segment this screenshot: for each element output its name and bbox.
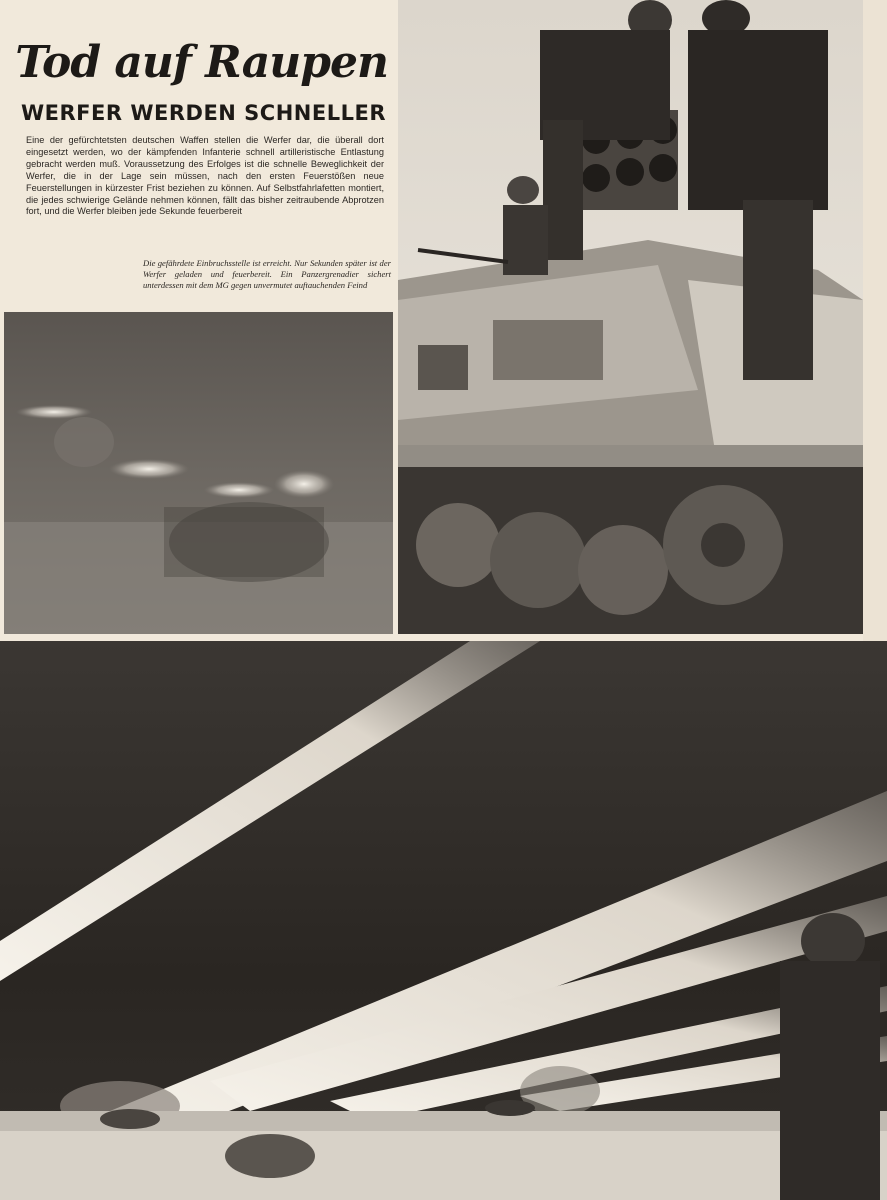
intro-paragraph: Eine der gefürchtetsten deutschen Waffen stellen die Werfer dar, die überall dort eingesetzt werden, wo der kämpfenden Infanterie schnell artilleristische Entlastung gebracht werden muß. Voraussetzung des Erfolges ist die schnelle Beweglichkeit der Werfer, die in der Lage sein müssen, nach den ersten Feuerstößen neue Feuerstellungen in kürzester Frist beziehen zu können. Auf Selbstfahrlafetten montiert, die jedes schwierige Gelände nehmen können, fällt das bisher zeitraubende Abprotzen fort, und die Werfer bleiben jede Sekunde feuerbereit <box>26 135 384 217</box>
halftrack-launcher-photo <box>398 0 863 634</box>
rocket-streaks-photo <box>0 641 887 1200</box>
page-margin <box>863 0 887 641</box>
subheadline: WERFER WERDEN SCHNELLER <box>20 101 386 125</box>
rocket-launch-photo <box>4 312 393 634</box>
photo-caption: Die gefährdete Einbruchsstelle ist erreicht. Nur Sekunden später ist der Werfer geladen und feuerbereit. Ein Panzergrenadier sichert unterdessen mit dem MG gegen unvermutet auftauchenden Feind <box>143 258 391 290</box>
headline: Tod auf Raupen <box>15 40 388 86</box>
